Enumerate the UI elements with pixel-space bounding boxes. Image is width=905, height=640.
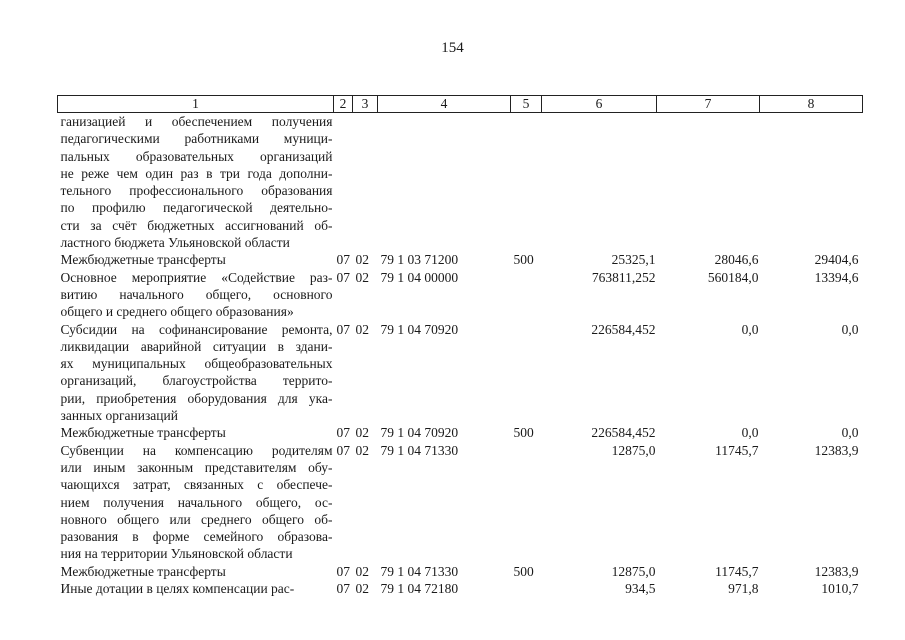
cell-item-name [58,321,334,425]
cell-amount-year-2: 0,0 [741,425,759,441]
item-name-line: пальных образовательных организаций [60,148,333,164]
cell-expense-type [511,442,542,563]
cell-item-name [58,424,334,441]
item-name-line: ях муниципальных общеобразовательных [60,356,333,372]
cell-section: 07 [336,442,350,458]
item-name-line: ластного бюджета Ульяновской области [60,235,290,251]
budget-table [57,95,863,597]
cell-amount-year-1: 25325,1 [611,252,656,268]
cell-target-article: 79 1 04 72180 [380,581,459,597]
cell-expense-type: 500 [513,563,534,579]
header-col-1: 1 [58,96,334,113]
item-name-line: Иные дотации в целях компенсации рас- [60,581,295,597]
table-row [58,113,863,252]
cell-amount-year-2: 11745,7 [715,442,759,458]
cell-amount-year-3 [760,113,863,252]
cell-section: 07 [336,252,350,268]
cell-target-article: 79 1 04 71330 [380,563,459,579]
header-col-2: 2 [334,96,353,113]
cell-amount-year-1: 12875,0 [611,563,656,579]
cell-target-article: 79 1 04 70920 [380,425,459,441]
item-name-line: Основное мероприятие «Содействие раз- [60,269,333,285]
page-number: 154 [441,40,464,56]
cell-amount-year-1 [542,113,657,252]
table-row [58,424,863,441]
cell-section: 07 [336,269,350,285]
item-name-line: ганизацией и обеспечением получения [60,114,333,129]
item-name-line: педагогическими работниками муници- [60,131,333,147]
header-col-5: 5 [511,96,542,113]
cell-item-name [58,113,334,252]
cell-target-article: 79 1 04 00000 [380,269,459,285]
cell-amount-year-3: 0,0 [841,321,859,337]
cell-subsection: 02 [355,425,369,441]
item-name-line: новного общего или среднего общего об- [60,511,333,527]
item-name-line: ния на территории Ульяновской области [60,546,293,562]
cell-subsection: 02 [355,442,369,458]
header-col-8: 8 [760,96,863,113]
cell-item-name [58,251,334,268]
item-name-line: общего и среднего общего образования» [60,304,294,320]
item-name-line: Субсидии на софинансирование ремонта, [60,321,333,337]
item-name-line: не реже чем один раз в три года дополни- [60,165,333,181]
cell-subsection: 02 [355,563,369,579]
cell-amount-year-2: 560184,0 [707,269,759,285]
cell-amount-year-3: 13394,6 [814,269,859,285]
item-name-line: ликвидации аварийной ситуации в здани- [60,338,333,354]
cell-section: 07 [336,563,350,579]
table-row [58,321,863,425]
table-row [58,442,863,563]
cell-amount-year-3: 0,0 [841,425,859,441]
cell-expense-type [511,113,542,252]
cell-expense-type [511,321,542,425]
item-name-line: занных организаций [60,408,178,424]
table-row [58,269,863,321]
cell-item-name [58,563,334,580]
item-name-line: разования в форме семейного образова- [60,529,333,545]
cell-item-name [58,269,334,321]
cell-target-article: 79 1 03 71200 [380,252,459,268]
cell-expense-type [511,580,542,597]
item-name-line: Межбюджетные трансферты [60,563,226,579]
cell-expense-type [511,269,542,321]
item-name-line: сти за счёт бюджетных ассигнований об- [60,217,333,233]
header-col-6: 6 [542,96,657,113]
cell-amount-year-3: 1010,7 [821,581,859,597]
cell-amount-year-1: 226584,452 [591,321,656,337]
item-name-line: Межбюджетные трансферты [60,252,226,268]
table-body [58,113,863,598]
item-name-line: Субвенции на компенсацию родителям [60,442,333,458]
cell-amount-year-3: 12383,9 [814,563,859,579]
cell-target-article: 79 1 04 71330 [380,442,459,458]
cell-expense-type: 500 [513,425,534,441]
item-name-line: Межбюджетные трансферты [60,425,226,441]
cell-section [334,113,353,252]
cell-subsection: 02 [355,252,369,268]
item-name-line: нием получения начального общего, ос- [60,494,333,510]
item-name-line: рии, приобретения оборудования для ука- [60,390,333,406]
cell-item-name [58,580,334,597]
cell-amount-year-1: 763811,252 [591,269,656,285]
cell-subsection: 02 [355,581,369,597]
item-name-line: чающихся затрат, связанных с обеспече- [60,477,333,493]
item-name-line: по профилю педагогической деятельно- [60,200,333,216]
cell-amount-year-1: 934,5 [625,581,656,597]
item-name-line: или иным законным представителям обу- [60,459,333,475]
cell-amount-year-2: 11745,7 [715,563,759,579]
table-header-row [58,96,863,113]
cell-target-article [378,113,511,252]
cell-item-name [58,442,334,563]
cell-amount-year-1: 12875,0 [611,442,656,458]
item-name-line: организаций, благоустройства террито- [60,373,333,389]
cell-section: 07 [336,425,350,441]
item-name-line: витию начального общего, основного [60,286,333,302]
header-col-4: 4 [378,96,511,113]
cell-target-article: 79 1 04 70920 [380,321,459,337]
cell-expense-type: 500 [513,252,534,268]
cell-amount-year-2: 28046,6 [714,252,759,268]
table-row [58,251,863,268]
cell-amount-year-1: 226584,452 [591,425,656,441]
cell-amount-year-3: 12383,9 [814,442,859,458]
cell-amount-year-2 [657,113,760,252]
header-col-7: 7 [657,96,760,113]
table-row [58,563,863,580]
cell-amount-year-2: 971,8 [728,581,759,597]
cell-subsection [353,113,378,252]
table-row [58,580,863,597]
cell-section: 07 [336,581,350,597]
cell-subsection: 02 [355,269,369,285]
cell-amount-year-2: 0,0 [741,321,759,337]
cell-amount-year-3: 29404,6 [814,252,859,268]
cell-subsection: 02 [355,321,369,337]
header-col-3: 3 [353,96,378,113]
item-name-line: тельного профессионального образования [60,183,333,199]
cell-section: 07 [336,321,350,337]
